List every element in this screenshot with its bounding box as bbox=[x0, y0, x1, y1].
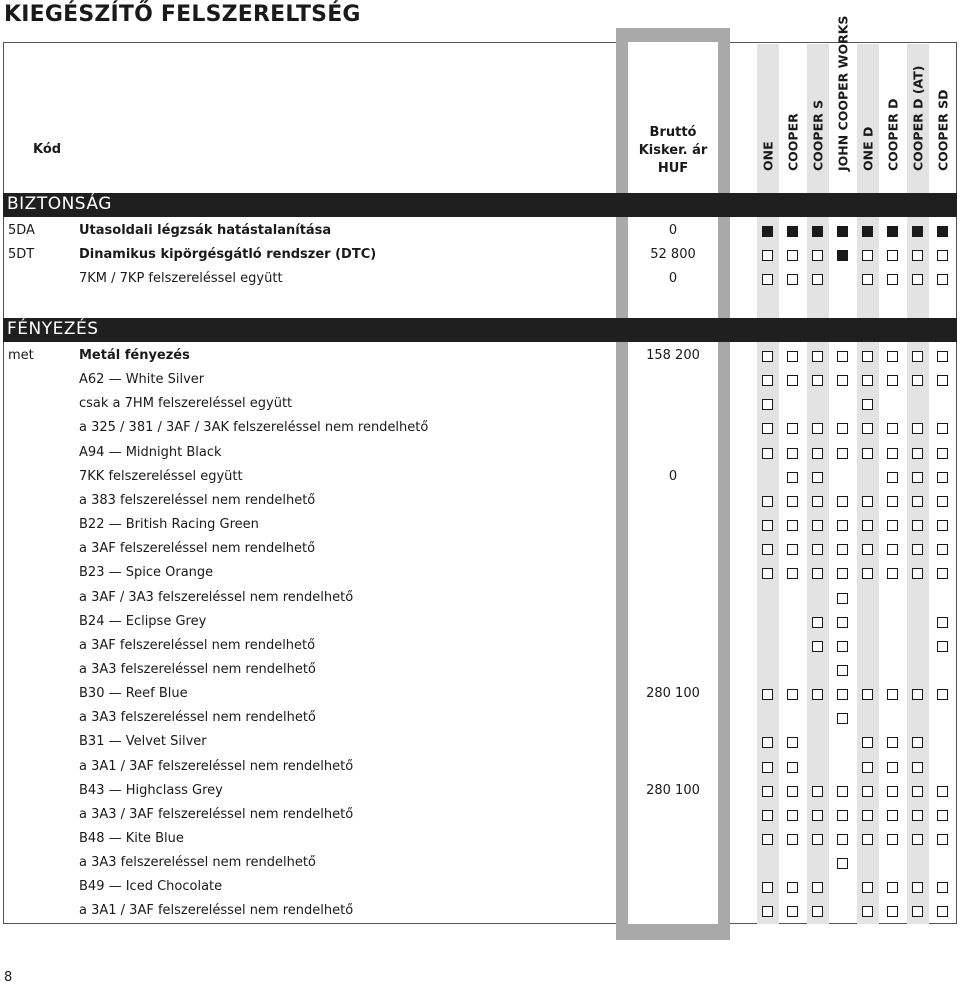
optional-mark-icon bbox=[812, 617, 823, 628]
optional-mark-icon bbox=[762, 399, 773, 410]
optional-mark-icon bbox=[762, 834, 773, 845]
page-title: KIEGÉSZÍTŐ FELSZERELTSÉG bbox=[4, 2, 361, 27]
model-header-label: ONE bbox=[760, 141, 776, 171]
optional-mark-icon bbox=[812, 786, 823, 797]
optional-mark-icon bbox=[787, 423, 798, 434]
optional-mark-icon bbox=[762, 568, 773, 579]
optional-mark-icon bbox=[862, 834, 873, 845]
optional-mark-icon bbox=[812, 906, 823, 917]
optional-mark-icon bbox=[887, 882, 898, 893]
optional-mark-icon bbox=[787, 737, 798, 748]
optional-mark-icon bbox=[937, 786, 948, 797]
optional-mark-icon bbox=[887, 810, 898, 821]
optional-mark-icon bbox=[762, 250, 773, 261]
optional-mark-icon bbox=[787, 786, 798, 797]
optional-mark-icon bbox=[912, 250, 923, 261]
optional-mark-icon bbox=[862, 762, 873, 773]
row-description: B43 — Highclass Grey bbox=[79, 782, 223, 798]
optional-mark-icon bbox=[787, 274, 798, 285]
optional-mark-icon bbox=[787, 568, 798, 579]
row-description: B23 — Spice Orange bbox=[79, 565, 214, 581]
optional-mark-icon bbox=[812, 423, 823, 434]
optional-mark-icon bbox=[887, 423, 898, 434]
optional-mark-icon bbox=[862, 448, 873, 459]
row-code: 5DA bbox=[8, 223, 35, 238]
optional-mark-icon bbox=[887, 906, 898, 917]
optional-mark-icon bbox=[812, 375, 823, 386]
optional-mark-icon bbox=[887, 568, 898, 579]
optional-mark-icon bbox=[887, 762, 898, 773]
optional-mark-icon bbox=[912, 448, 923, 459]
section-header bbox=[3, 318, 957, 342]
optional-mark-icon bbox=[812, 472, 823, 483]
optional-mark-icon bbox=[862, 250, 873, 261]
optional-mark-icon bbox=[862, 375, 873, 386]
optional-mark-icon bbox=[787, 375, 798, 386]
row-code: 5DT bbox=[8, 247, 35, 263]
row-description: B49 — Iced Chocolate bbox=[79, 879, 223, 895]
standard-mark-icon bbox=[762, 226, 773, 237]
optional-mark-icon bbox=[862, 786, 873, 797]
optional-mark-icon bbox=[787, 834, 798, 845]
row-description: a 325 / 381 / 3AF / 3AK felszereléssel nem rendelhető bbox=[79, 420, 429, 436]
optional-mark-icon bbox=[887, 375, 898, 386]
row-description: a 3A1 / 3AF felszereléssel nem rendelhető bbox=[79, 758, 354, 774]
optional-mark-icon bbox=[912, 882, 923, 893]
standard-mark-icon bbox=[787, 226, 798, 237]
optional-mark-icon bbox=[787, 472, 798, 483]
optional-mark-icon bbox=[887, 520, 898, 531]
optional-mark-icon bbox=[787, 351, 798, 362]
optional-mark-icon bbox=[912, 351, 923, 362]
model-header-label: ONE D bbox=[860, 126, 876, 171]
optional-mark-icon bbox=[837, 786, 848, 797]
row-price: 52 800 bbox=[650, 247, 696, 263]
optional-mark-icon bbox=[862, 274, 873, 285]
optional-mark-icon bbox=[812, 882, 823, 893]
optional-mark-icon bbox=[937, 568, 948, 579]
model-header bbox=[832, 15, 854, 186]
row-description: a 3AF felszereléssel nem rendelhető bbox=[79, 637, 316, 653]
standard-mark-icon bbox=[837, 226, 848, 237]
table-row bbox=[0, 658, 960, 682]
optional-mark-icon bbox=[862, 882, 873, 893]
optional-mark-icon bbox=[762, 375, 773, 386]
optional-mark-icon bbox=[862, 906, 873, 917]
table-row bbox=[0, 513, 960, 537]
optional-mark-icon bbox=[887, 834, 898, 845]
optional-mark-icon bbox=[862, 689, 873, 700]
optional-mark-icon bbox=[937, 617, 948, 628]
row-code: met bbox=[8, 348, 34, 363]
optional-mark-icon bbox=[762, 544, 773, 555]
optional-mark-icon bbox=[887, 496, 898, 507]
table-row bbox=[0, 706, 960, 730]
table-row bbox=[0, 634, 960, 658]
optional-mark-icon bbox=[837, 351, 848, 362]
section-title: BIZTONSÁG bbox=[7, 194, 112, 214]
optional-mark-icon bbox=[837, 496, 848, 507]
optional-mark-icon bbox=[812, 810, 823, 821]
row-description: B31 — Velvet Silver bbox=[79, 734, 207, 750]
model-header bbox=[932, 56, 954, 186]
model-header-label: COOPER S bbox=[810, 99, 826, 171]
table-row bbox=[0, 416, 960, 440]
optional-mark-icon bbox=[912, 568, 923, 579]
header-kod: Kód bbox=[33, 142, 62, 157]
table-row bbox=[0, 267, 960, 291]
optional-mark-icon bbox=[762, 737, 773, 748]
optional-mark-icon bbox=[787, 250, 798, 261]
model-header-label: COOPER bbox=[785, 113, 801, 171]
model-header bbox=[757, 56, 779, 186]
standard-mark-icon bbox=[887, 226, 898, 237]
model-header-label: COOPER SD bbox=[935, 89, 951, 171]
optional-mark-icon bbox=[837, 834, 848, 845]
row-price: 0 bbox=[668, 468, 678, 484]
optional-mark-icon bbox=[812, 520, 823, 531]
optional-mark-icon bbox=[912, 762, 923, 773]
optional-mark-icon bbox=[937, 906, 948, 917]
table-row bbox=[0, 586, 960, 610]
table-row bbox=[0, 730, 960, 754]
table-row bbox=[0, 537, 960, 561]
row-description: 7KK felszereléssel együtt bbox=[79, 468, 243, 484]
section-header bbox=[3, 193, 957, 217]
optional-mark-icon bbox=[937, 834, 948, 845]
row-description: A94 — Midnight Black bbox=[79, 444, 222, 460]
optional-mark-icon bbox=[937, 250, 948, 261]
optional-mark-icon bbox=[812, 496, 823, 507]
optional-mark-icon bbox=[887, 786, 898, 797]
optional-mark-icon bbox=[812, 689, 823, 700]
optional-mark-icon bbox=[862, 496, 873, 507]
optional-mark-icon bbox=[912, 472, 923, 483]
optional-mark-icon bbox=[787, 762, 798, 773]
table-row bbox=[0, 779, 960, 803]
row-description: B22 — British Racing Green bbox=[79, 517, 259, 533]
optional-mark-icon bbox=[787, 496, 798, 507]
optional-mark-icon bbox=[862, 423, 873, 434]
row-description: csak a 7HM felszereléssel együtt bbox=[79, 396, 293, 412]
table-row bbox=[0, 682, 960, 706]
optional-mark-icon bbox=[912, 786, 923, 797]
optional-mark-icon bbox=[812, 448, 823, 459]
row-price: 158 200 bbox=[646, 348, 700, 363]
section-title: FÉNYEZÉS bbox=[7, 319, 99, 339]
optional-mark-icon bbox=[787, 882, 798, 893]
row-description: Metál fényezés bbox=[79, 348, 190, 363]
table-row bbox=[0, 875, 960, 899]
row-description: B30 — Reef Blue bbox=[79, 686, 188, 702]
table-row bbox=[0, 851, 960, 875]
optional-mark-icon bbox=[862, 568, 873, 579]
table-row bbox=[0, 243, 960, 267]
optional-mark-icon bbox=[937, 641, 948, 652]
optional-mark-icon bbox=[762, 448, 773, 459]
optional-mark-icon bbox=[937, 882, 948, 893]
optional-mark-icon bbox=[937, 810, 948, 821]
row-description: a 3A1 / 3AF felszereléssel nem rendelhető bbox=[79, 903, 354, 919]
optional-mark-icon bbox=[812, 274, 823, 285]
optional-mark-icon bbox=[837, 810, 848, 821]
optional-mark-icon bbox=[912, 834, 923, 845]
model-header-label: JOHN COOPER WORKS bbox=[835, 15, 851, 171]
optional-mark-icon bbox=[762, 496, 773, 507]
row-price: 0 bbox=[668, 223, 678, 238]
optional-mark-icon bbox=[937, 375, 948, 386]
optional-mark-icon bbox=[812, 544, 823, 555]
header-price-line: Bruttó bbox=[649, 125, 697, 140]
optional-mark-icon bbox=[912, 544, 923, 555]
row-description: a 3AF felszereléssel nem rendelhető bbox=[79, 541, 316, 557]
table-row bbox=[0, 441, 960, 465]
model-header bbox=[907, 56, 929, 186]
optional-mark-icon bbox=[887, 737, 898, 748]
optional-mark-icon bbox=[912, 375, 923, 386]
optional-mark-icon bbox=[837, 617, 848, 628]
optional-mark-icon bbox=[887, 274, 898, 285]
row-description: A62 — White Silver bbox=[79, 372, 205, 388]
row-description: a 3A3 felszereléssel nem rendelhető bbox=[79, 710, 316, 726]
optional-mark-icon bbox=[762, 520, 773, 531]
row-description: B48 — Kite Blue bbox=[79, 831, 184, 846]
optional-mark-icon bbox=[812, 834, 823, 845]
optional-mark-icon bbox=[862, 399, 873, 410]
optional-mark-icon bbox=[762, 762, 773, 773]
row-description: 7KM / 7KP felszereléssel együtt bbox=[79, 271, 283, 287]
optional-mark-icon bbox=[937, 448, 948, 459]
row-description: a 383 felszereléssel nem rendelhető bbox=[79, 492, 316, 508]
model-header-label: COOPER D (AT) bbox=[910, 65, 926, 171]
optional-mark-icon bbox=[837, 568, 848, 579]
optional-mark-icon bbox=[762, 274, 773, 285]
standard-mark-icon bbox=[862, 226, 873, 237]
optional-mark-icon bbox=[862, 810, 873, 821]
optional-mark-icon bbox=[887, 250, 898, 261]
row-price: 0 bbox=[668, 271, 678, 287]
model-header bbox=[807, 56, 829, 186]
table-row bbox=[0, 803, 960, 827]
optional-mark-icon bbox=[787, 448, 798, 459]
optional-mark-icon bbox=[812, 641, 823, 652]
header-price bbox=[628, 124, 718, 178]
optional-mark-icon bbox=[912, 737, 923, 748]
optional-mark-icon bbox=[862, 737, 873, 748]
optional-mark-icon bbox=[837, 448, 848, 459]
row-description: Dinamikus kipörgésgátló rendszer (DTC) bbox=[79, 247, 377, 263]
optional-mark-icon bbox=[912, 689, 923, 700]
optional-mark-icon bbox=[837, 713, 848, 724]
optional-mark-icon bbox=[762, 810, 773, 821]
table-row bbox=[0, 755, 960, 779]
optional-mark-icon bbox=[912, 423, 923, 434]
optional-mark-icon bbox=[912, 520, 923, 531]
optional-mark-icon bbox=[887, 448, 898, 459]
table-row bbox=[0, 827, 960, 851]
table-row bbox=[0, 344, 960, 368]
row-price: 280 100 bbox=[646, 686, 700, 702]
table-row bbox=[0, 465, 960, 489]
optional-mark-icon bbox=[837, 423, 848, 434]
standard-mark-icon bbox=[837, 250, 848, 261]
header-price-line: Kisker. ár bbox=[638, 143, 708, 158]
optional-mark-icon bbox=[787, 906, 798, 917]
optional-mark-icon bbox=[937, 689, 948, 700]
optional-mark-icon bbox=[937, 423, 948, 434]
table-row bbox=[0, 392, 960, 416]
optional-mark-icon bbox=[912, 810, 923, 821]
optional-mark-icon bbox=[862, 544, 873, 555]
optional-mark-icon bbox=[837, 544, 848, 555]
optional-mark-icon bbox=[837, 858, 848, 869]
standard-mark-icon bbox=[912, 226, 923, 237]
optional-mark-icon bbox=[762, 882, 773, 893]
optional-mark-icon bbox=[762, 786, 773, 797]
optional-mark-icon bbox=[937, 520, 948, 531]
optional-mark-icon bbox=[937, 544, 948, 555]
row-price: 280 100 bbox=[646, 782, 700, 798]
table-row bbox=[0, 219, 960, 243]
optional-mark-icon bbox=[862, 520, 873, 531]
standard-mark-icon bbox=[937, 226, 948, 237]
optional-mark-icon bbox=[762, 906, 773, 917]
row-description: Utasoldali légzsák hatástalanítása bbox=[79, 223, 332, 238]
table-row bbox=[0, 561, 960, 585]
optional-mark-icon bbox=[887, 351, 898, 362]
row-description: a 3A3 felszereléssel nem rendelhető bbox=[79, 855, 316, 871]
row-description: B24 — Eclipse Grey bbox=[79, 613, 207, 629]
row-description: a 3A3 felszereléssel nem rendelhető bbox=[79, 661, 316, 677]
optional-mark-icon bbox=[937, 351, 948, 362]
optional-mark-icon bbox=[762, 689, 773, 700]
table-row bbox=[0, 899, 960, 923]
table-row bbox=[0, 610, 960, 634]
optional-mark-icon bbox=[812, 250, 823, 261]
row-description: a 3A3 / 3AF felszereléssel nem rendelhető bbox=[79, 806, 354, 822]
optional-mark-icon bbox=[787, 810, 798, 821]
optional-mark-icon bbox=[912, 274, 923, 285]
optional-mark-icon bbox=[762, 423, 773, 434]
optional-mark-icon bbox=[887, 689, 898, 700]
optional-mark-icon bbox=[937, 472, 948, 483]
optional-mark-icon bbox=[862, 351, 873, 362]
optional-mark-icon bbox=[912, 496, 923, 507]
model-header bbox=[882, 56, 904, 186]
optional-mark-icon bbox=[762, 351, 773, 362]
optional-mark-icon bbox=[837, 689, 848, 700]
optional-mark-icon bbox=[812, 568, 823, 579]
optional-mark-icon bbox=[837, 641, 848, 652]
optional-mark-icon bbox=[787, 544, 798, 555]
optional-mark-icon bbox=[887, 544, 898, 555]
optional-mark-icon bbox=[812, 351, 823, 362]
model-header bbox=[782, 56, 804, 186]
table-row bbox=[0, 368, 960, 392]
optional-mark-icon bbox=[912, 906, 923, 917]
page-number: 8 bbox=[4, 970, 13, 985]
optional-mark-icon bbox=[837, 665, 848, 676]
optional-mark-icon bbox=[937, 496, 948, 507]
model-header-label: COOPER D bbox=[885, 98, 901, 171]
optional-mark-icon bbox=[787, 689, 798, 700]
model-header bbox=[857, 56, 879, 186]
table-row bbox=[0, 489, 960, 513]
row-description: a 3AF / 3A3 felszereléssel nem rendelhető bbox=[79, 589, 354, 605]
optional-mark-icon bbox=[837, 375, 848, 386]
optional-mark-icon bbox=[937, 274, 948, 285]
optional-mark-icon bbox=[837, 593, 848, 604]
optional-mark-icon bbox=[787, 520, 798, 531]
header-price-line: HUF bbox=[657, 161, 689, 176]
optional-mark-icon bbox=[887, 472, 898, 483]
optional-mark-icon bbox=[837, 520, 848, 531]
standard-mark-icon bbox=[812, 226, 823, 237]
